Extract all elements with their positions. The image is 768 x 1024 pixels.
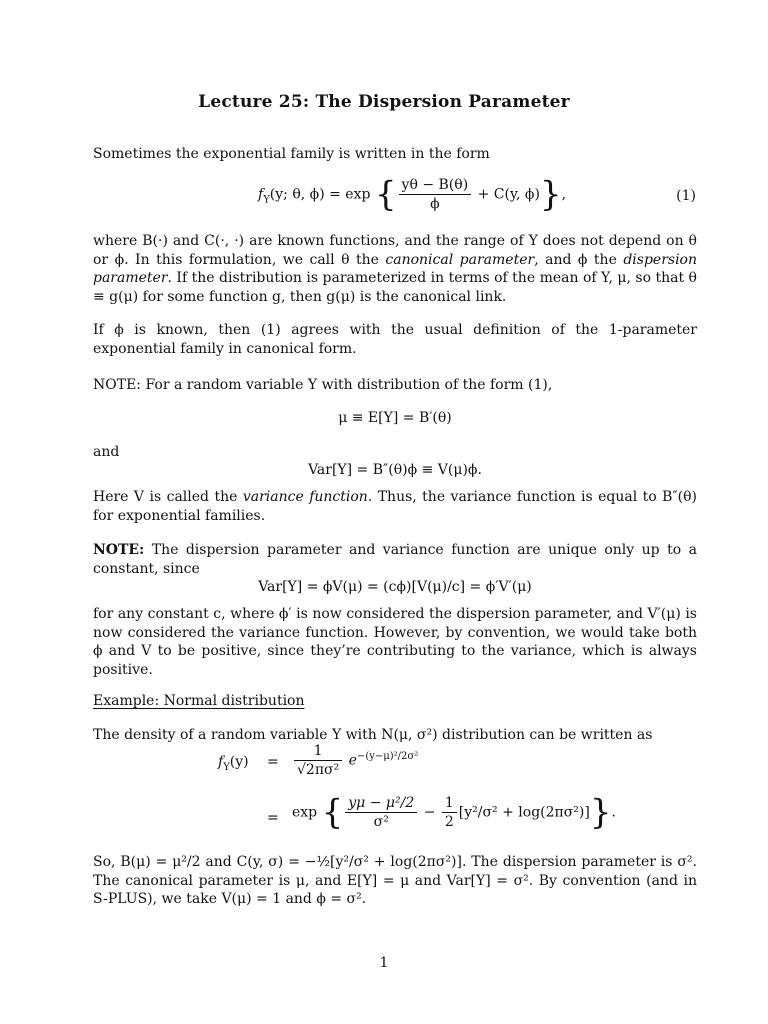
equation-normal-line-2 bbox=[292, 794, 616, 831]
equation-1: $f_Y(y$; θ, ϕ) = exp { $\frac{y\theta - B(\theta)}{\phi}$ + C(y, ϕ)}, bbox=[258, 174, 567, 215]
example-heading-text: Example: Normal distribution bbox=[93, 693, 305, 709]
paragraph-normal-density: The density of a random variable Y with N(μ, σ²) distribution can be written as bbox=[93, 727, 653, 743]
eq5-den1: √2πσ² bbox=[297, 762, 340, 778]
term-canonical-parameter: canonical parameter bbox=[385, 251, 535, 268]
eq5-e: e bbox=[348, 752, 357, 769]
p2-part-a: where B(·) and C(·, ·) are known functions, and the range of Y does not depend on θ or ϕ. In this formulation, we call θ the bbox=[93, 233, 697, 268]
paragraph-note-1: NOTE: For a random variable Y with distribution of the form (1), bbox=[93, 377, 553, 393]
eq5-tail: [y²/σ² + log(2πσ²)] bbox=[458, 804, 590, 821]
eq5-left-brace: { bbox=[321, 792, 344, 833]
eq5-equals-1: = bbox=[267, 754, 279, 770]
page-title: Lecture 25: The Dispersion Parameter bbox=[198, 92, 570, 112]
intro-paragraph: Sometimes the exponential family is written in the form bbox=[93, 146, 490, 162]
p6-part-a: Here V is called the bbox=[93, 489, 243, 505]
eq5-right-brace: } bbox=[589, 792, 612, 833]
eq5-exp: exp bbox=[292, 804, 318, 821]
eq5-minus: − bbox=[423, 804, 436, 821]
equation-uniqueness: Var[Y] = ϕV(μ) = (cϕ)[V(μ)/c] = ϕ′V′(μ) bbox=[258, 579, 532, 595]
eq5-fraction-3 bbox=[442, 794, 457, 831]
left-brace: { bbox=[374, 174, 397, 215]
eq1-rest: + C(y, ϕ) bbox=[477, 186, 540, 203]
p6-part-b: . Thus, the variance function is equal to B″(θ) for exponential families. bbox=[93, 489, 698, 524]
term-dispersion-parameter: dispersion parameter bbox=[93, 251, 697, 287]
eq5-den3: 2 bbox=[444, 814, 454, 830]
eq1-sub: Y bbox=[263, 194, 270, 206]
right-brace: } bbox=[539, 174, 562, 215]
eq1-fraction bbox=[399, 176, 472, 213]
eq5-sub: Y bbox=[223, 761, 230, 773]
example-heading bbox=[93, 692, 697, 711]
eq5-equals-2: = bbox=[267, 810, 279, 826]
p2-part-b: , and ϕ the bbox=[534, 251, 624, 268]
eq5-num1: 1 bbox=[294, 742, 342, 761]
eq5-rhs-1 bbox=[292, 742, 418, 779]
paragraph-variance-function bbox=[93, 488, 697, 525]
equation-mean: μ ≡ E[Y] = B′(θ) bbox=[338, 410, 452, 426]
eq1-denominator: ϕ bbox=[430, 196, 440, 212]
paragraph-normal-summary: So, B(μ) = μ²/2 and C(y, σ) = −½[y²/σ² + log(2πσ²)]. The dispersion parameter is σ². The canonical parameter is μ, and E[Y] = μ and Var[Y] = σ². By convention (and in S-PLUS), we take V(μ) = 1 and ϕ = σ². bbox=[93, 854, 697, 908]
eq5-num2: yμ − μ²/2 bbox=[345, 794, 417, 813]
eq5-args: (y) bbox=[229, 754, 249, 770]
word-and: and bbox=[93, 444, 120, 460]
paragraph-convention: for any constant c, where ϕ′ is now considered the dispersion parameter, and V′(μ) is now considered the variance function. However, by convention, we would take both ϕ and V to be positive, since they’re contributing to the variance, which is always positive. bbox=[93, 606, 697, 678]
eq5-period: . bbox=[611, 804, 616, 821]
eq5-fraction-1 bbox=[294, 742, 342, 779]
paragraph-definitions bbox=[93, 232, 697, 306]
note-text: The dispersion parameter and variance function are unique only up to a constant, since bbox=[93, 542, 697, 577]
eq1-args: (y; θ, ϕ) = exp bbox=[269, 186, 371, 203]
eq5-f: f bbox=[218, 754, 224, 770]
paragraph-known-phi: If ϕ is known, then (1) agrees with the usual definition of the 1-parameter exponential family in canonical form. bbox=[93, 322, 697, 357]
p2-part-c: . If the distribution is parameterized in terms of the mean of Y, μ, so that θ ≡ g(μ) for some function g, then g(μ) is the canonical link. bbox=[93, 270, 697, 305]
note-label: NOTE: bbox=[93, 542, 145, 558]
term-variance-function: variance function bbox=[242, 489, 368, 505]
eq5-fraction-2 bbox=[345, 794, 417, 831]
paragraph-note-2 bbox=[93, 541, 697, 578]
eq5-num3: 1 bbox=[442, 794, 457, 813]
eq5-exponent: −(y−μ)²/2σ² bbox=[356, 750, 419, 762]
eq5-den2: σ² bbox=[373, 814, 389, 830]
equation-normal-line-1 bbox=[218, 754, 249, 773]
equation-variance: Var[Y] = B″(θ)ϕ ≡ V(μ)ϕ. bbox=[308, 462, 482, 478]
eq1-numerator: yθ − B(θ) bbox=[399, 176, 472, 195]
eq1-f: f bbox=[258, 186, 264, 203]
equation-number: (1) bbox=[676, 188, 696, 204]
page-number: 1 bbox=[379, 955, 389, 971]
